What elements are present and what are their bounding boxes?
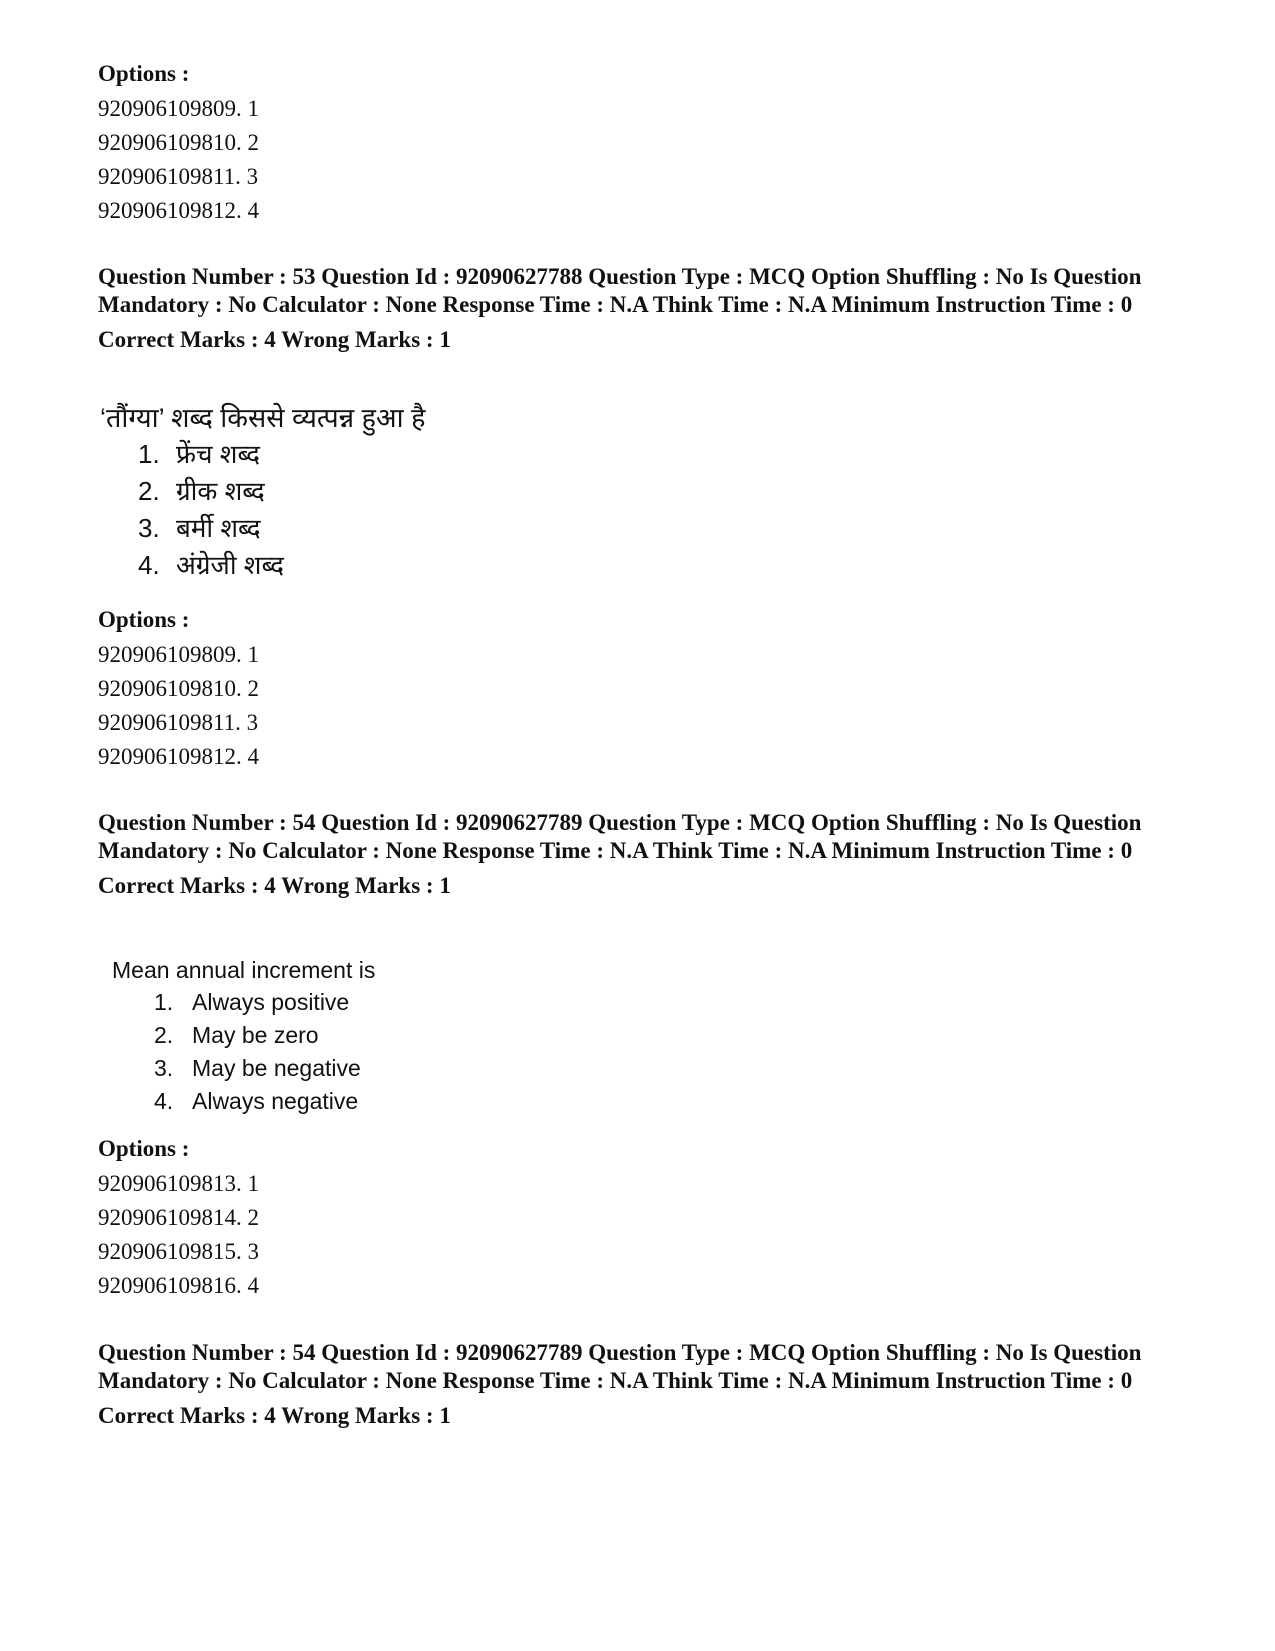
choice-text: May be zero <box>192 1022 319 1048</box>
options-heading: Options : <box>98 1136 190 1161</box>
choice-text: बर्मी शब्द <box>176 513 261 543</box>
option-line: 920906109813. 1 <box>98 1171 259 1196</box>
option-line: 920906109812. 4 <box>98 744 259 769</box>
choice-item <box>154 1052 375 1085</box>
question-meta: Question Number : 53 Question Id : 92090627788 Question Type : MCQ Option Shuffling : No Is Question Mandatory : No Calculator : None Response Time : N.A Think Time : N.A Minimum Instruction Time : 0 <box>98 264 1142 317</box>
option-line: 920906109816. 4 <box>98 1273 259 1298</box>
choice-text: अंग्रेजी शब्द <box>176 550 284 580</box>
choice-number: 2. <box>138 476 160 506</box>
question-meta: Question Number : 54 Question Id : 92090627789 Question Type : MCQ Option Shuffling : No Is Question Mandatory : No Calculator : None Response Time : N.A Think Time : N.A Minimum Instruction Time : 0 <box>98 1340 1142 1393</box>
choice-number: 2. <box>154 1022 174 1048</box>
choice-item <box>138 473 425 510</box>
choice-number: 3. <box>154 1055 174 1081</box>
choice-text: May be negative <box>192 1055 361 1081</box>
question-54-header <box>98 809 1178 900</box>
option-line: 920906109815. 3 <box>98 1239 259 1264</box>
question-54-content <box>112 954 375 1118</box>
choice-number: 3. <box>138 513 160 543</box>
option-line: 920906109812. 4 <box>98 198 259 223</box>
choice-item <box>154 1085 375 1118</box>
options-block-q54 <box>98 1135 1178 1303</box>
choice-text: ग्रीक शब्द <box>176 476 265 506</box>
choice-number: 1. <box>138 439 160 469</box>
option-line: 920906109810. 2 <box>98 130 259 155</box>
choice-item <box>154 1019 375 1052</box>
question-marks: Correct Marks : 4 Wrong Marks : 1 <box>98 873 451 898</box>
options-heading: Options : <box>98 607 190 632</box>
options-block-q53 <box>98 606 1178 774</box>
choice-text: Always positive <box>192 989 350 1015</box>
choice-item <box>138 547 425 584</box>
choice-item <box>154 986 375 1019</box>
question-marks: Correct Marks : 4 Wrong Marks : 1 <box>98 1403 451 1428</box>
question-53-header <box>98 263 1178 354</box>
question-54-repeat-header <box>98 1339 1178 1430</box>
question-meta: Question Number : 54 Question Id : 92090627789 Question Type : MCQ Option Shuffling : No Is Question Mandatory : No Calculator : None Response Time : N.A Think Time : N.A Minimum Instruction Time : 0 <box>98 810 1142 863</box>
choice-text: Always negative <box>192 1088 359 1114</box>
choice-number: 4. <box>154 1088 174 1114</box>
choice-number: 1. <box>154 989 174 1015</box>
options-heading: Options : <box>98 61 190 86</box>
choice-item <box>138 510 425 547</box>
question-marks: Correct Marks : 4 Wrong Marks : 1 <box>98 327 451 352</box>
option-line: 920906109810. 2 <box>98 676 259 701</box>
option-line: 920906109811. 3 <box>98 164 259 189</box>
option-line: 920906109809. 1 <box>98 96 259 121</box>
choice-number: 4. <box>138 550 160 580</box>
question-stem: Mean annual increment is <box>112 957 376 983</box>
choice-text: फ्रेंच शब्द <box>176 439 260 469</box>
option-line: 920906109809. 1 <box>98 642 259 667</box>
option-line: 920906109814. 2 <box>98 1205 259 1230</box>
options-block-top <box>98 60 1178 228</box>
option-line: 920906109811. 3 <box>98 710 259 735</box>
choice-item <box>138 436 425 473</box>
question-53-content <box>100 400 425 584</box>
question-stem: ‘तौंग्या’ शब्द किससे व्यत्पन्न हुआ है <box>100 403 426 433</box>
